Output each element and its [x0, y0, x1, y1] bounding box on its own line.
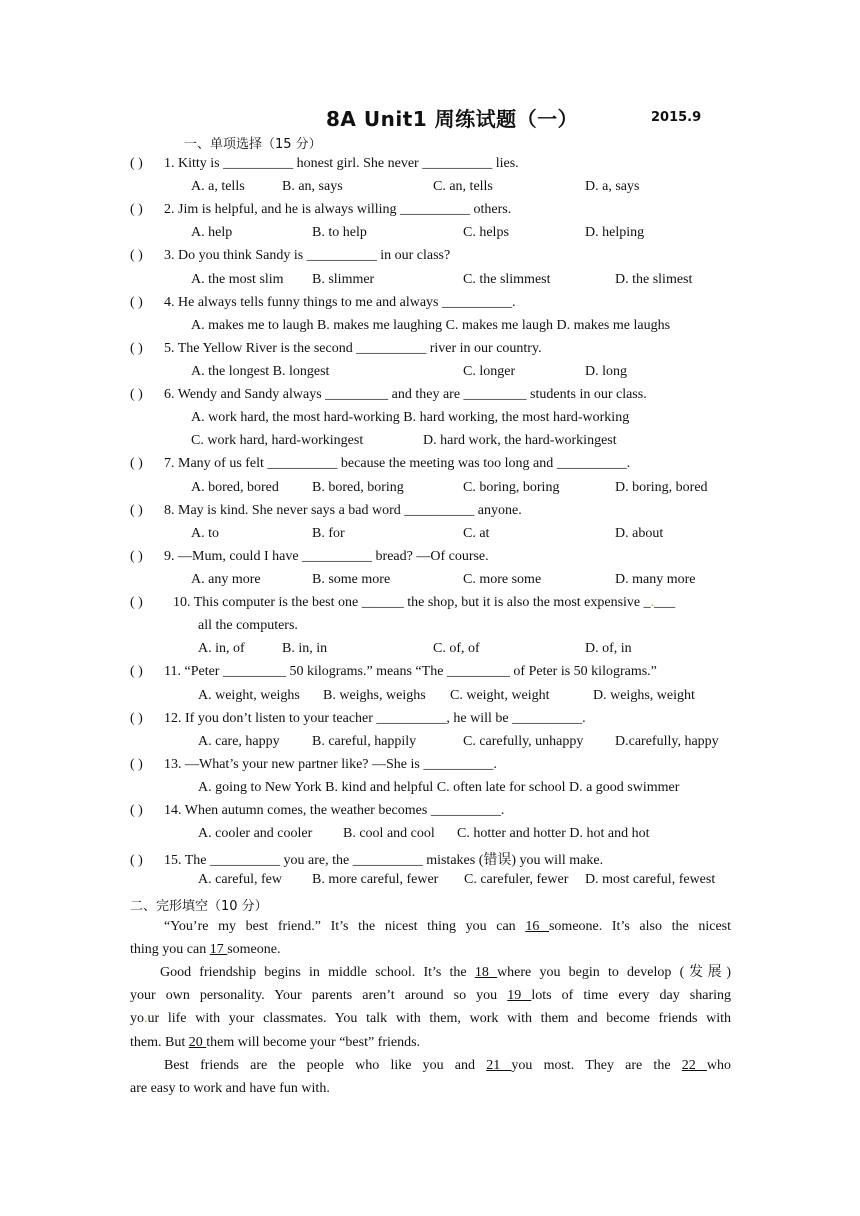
option-d: D. weighs, weight — [593, 688, 695, 703]
text-line — [130, 1007, 731, 1030]
question-1 — [130, 156, 519, 172]
option-c: C. helps — [463, 225, 509, 240]
question-stem: 2. Jim is helpful, and he is always willing __________ others. — [164, 202, 512, 217]
text: thing you can — [130, 942, 210, 958]
question-stem: 1. Kitty is __________ honest girl. She never __________ lies. — [164, 156, 519, 171]
answer-bracket: ( ) — [130, 664, 143, 679]
question-3 — [130, 248, 450, 264]
option-d: D. helping — [585, 225, 645, 240]
question-stem: 6. Wendy and Sandy always _________ and they are _________ students in our class. — [164, 387, 647, 402]
question-stem: 11. “Peter _________ 50 kilograms.” means “The _________ of Peter is 50 kilograms.” — [164, 664, 657, 679]
question-15 — [130, 849, 603, 869]
option-c: C. the slimmest — [463, 272, 551, 287]
question-2 — [130, 202, 511, 218]
option-d: D. about — [615, 526, 664, 541]
option-b: B. in, in — [282, 641, 328, 656]
option-a: A. a, tells — [191, 179, 245, 194]
blank-20: 20 — [188, 1034, 207, 1050]
text: “You’re my best friend.” It’s the nicest thing you can — [164, 919, 526, 934]
option-c-d: C. hotter and hotter D. hot and hot — [457, 826, 650, 841]
option-c: C. carefully, unhappy — [463, 734, 584, 749]
text: ur life with your classmates. You talk with them, work with them and become friends with — [147, 1011, 731, 1027]
option-c: C. longer — [463, 364, 516, 379]
question-4 — [130, 295, 516, 311]
date-label: 2015.9 — [651, 110, 702, 125]
option-d: D. hard work, the hard-workingest — [423, 433, 617, 448]
answer-bracket: ( ) — [130, 711, 143, 726]
answer-bracket: ( ) — [130, 387, 143, 402]
text-line: are easy to work and have fun with. — [130, 1081, 330, 1097]
question-8 — [130, 503, 522, 519]
question-stem: 9. —Mum, could I have __________ bread? —Of course. — [164, 549, 489, 564]
text: you most. They are the — [511, 1058, 682, 1073]
question-stem-end: ___ — [654, 595, 676, 610]
option-d: D. a, says — [585, 179, 640, 194]
question-stem: 8. May is kind. She never says a bad word __________ anyone. — [164, 503, 522, 518]
question-12 — [130, 711, 586, 727]
question-stem: 4. He always tells funny things to me and always __________. — [164, 295, 516, 310]
question-stem: 14. When autumn comes, the weather becomes __________. — [164, 803, 505, 818]
answer-bracket: ( ) — [130, 456, 143, 471]
question-stem: 5. The Yellow River is the second __________ river in our country. — [164, 341, 542, 356]
option-c: C. an, tells — [433, 179, 493, 194]
answer-bracket: ( ) — [130, 202, 143, 217]
blank-18: 18 — [474, 965, 498, 980]
text: lots of time every day sharing — [531, 988, 731, 1004]
option-a: A. cooler and cooler — [198, 826, 313, 841]
text: Best friends are the people who like you and — [164, 1058, 487, 1073]
option-b: B. to help — [312, 225, 367, 240]
question-stem: 12. If you don’t listen to your teacher __________, he will be __________. — [164, 711, 586, 726]
question-stem: 10. This computer is the best one ______ the shop, but it is also the most expensive _ — [173, 595, 651, 610]
text: where you begin to develop (发展) — [497, 965, 732, 980]
answer-bracket: ( ) — [130, 803, 143, 818]
answer-bracket: ( ) — [130, 503, 143, 518]
option-a: A. care, happy — [198, 734, 280, 749]
option-a: A. weight, weighs — [198, 688, 300, 703]
text: yo — [130, 1011, 144, 1027]
option-a: A. to — [191, 526, 219, 541]
question-6 — [130, 387, 647, 403]
text-line — [130, 915, 731, 938]
options-line: A. makes me to laugh B. makes me laughing C. makes me laugh D. makes me laughs — [191, 318, 671, 333]
option-a: A. careful, few — [198, 872, 282, 887]
option-b: B. careful, happily — [312, 734, 417, 749]
blank-22: 22 — [681, 1058, 707, 1073]
question-5 — [130, 341, 542, 357]
option-c: C. carefuler, fewer — [464, 872, 569, 887]
blank-19: 19 — [507, 988, 532, 1004]
page-title: 8A Unit1 周练试题（一） — [326, 107, 579, 131]
answer-bracket: ( ) — [130, 549, 143, 564]
option-a: A. bored, bored — [191, 480, 279, 495]
option-c: C. weight, weight — [450, 688, 550, 703]
option-b: B. cool and cool — [343, 826, 435, 841]
text: them. But — [130, 1034, 189, 1050]
option-a: A. any more — [191, 572, 261, 587]
options-line: A. going to New York B. kind and helpful C. often late for school D. a good swimmer — [198, 780, 680, 795]
text: Good friendship begins in middle school. It’s the — [160, 965, 475, 980]
question-stem: 7. Many of us felt __________ because the meeting was too long and __________. — [164, 456, 631, 471]
answer-bracket: ( ) — [130, 757, 143, 772]
text-line — [130, 1054, 731, 1077]
text: who — [706, 1058, 732, 1073]
section-heading-cloze: 二、完形填空（10 分） — [130, 899, 268, 914]
option-d: D. long — [585, 364, 627, 379]
answer-bracket: ( ) — [130, 341, 143, 356]
option-a: A. help — [191, 225, 233, 240]
stray-dot: . — [650, 595, 655, 610]
blank-17: 17 — [209, 942, 228, 958]
blank-21: 21 — [486, 1058, 512, 1073]
text: your own personality. Your parents aren’t around so you — [130, 988, 508, 1004]
text-line — [130, 961, 731, 984]
option-a: A. in, of — [198, 641, 245, 656]
question-stem: 15. The __________ you are, the __________ mistakes (错误) you will make. — [164, 853, 604, 868]
option-c: C. boring, boring — [463, 480, 560, 495]
question-stem-line-2: all the computers. — [198, 618, 298, 633]
cloze-paragraph-1 — [130, 915, 731, 961]
option-b: B. bored, boring — [312, 480, 404, 495]
option-c: C. of, of — [433, 641, 480, 656]
option-b: B. some more — [312, 572, 391, 587]
option-d: D.carefully, happy — [615, 734, 719, 749]
option-d: D. many more — [615, 572, 696, 587]
text: them will become your “best” friends. — [206, 1034, 421, 1050]
cloze-paragraph-2 — [130, 961, 731, 1054]
option-b: B. weighs, weighs — [323, 688, 426, 703]
stray-dot: . — [144, 1011, 148, 1027]
answer-bracket: ( ) — [130, 295, 143, 310]
option-c: C. more some — [463, 572, 542, 587]
options-line-1: A. work hard, the most hard-working B. hard working, the most hard-working — [191, 410, 630, 425]
option-d: D. the slimest — [615, 272, 693, 287]
blank-16: 16 — [525, 919, 549, 934]
question-11 — [130, 664, 657, 680]
cloze-paragraph-3 — [130, 1054, 731, 1100]
option-d: D. most careful, fewest — [585, 872, 716, 887]
option-c: C. work hard, hard-workingest — [191, 433, 364, 448]
option-d: D. of, in — [585, 641, 632, 656]
answer-bracket: ( ) — [130, 853, 143, 868]
question-10 — [130, 595, 675, 611]
answer-bracket: ( ) — [130, 156, 143, 171]
section-heading-single-choice: 一、单项选择（15 分） — [184, 137, 322, 152]
option-a: A. the most slim — [191, 272, 284, 287]
option-b: B. for — [312, 526, 345, 541]
answer-bracket: ( ) — [130, 248, 143, 263]
option-b: B. more careful, fewer — [312, 872, 439, 887]
option-c: C. at — [463, 526, 490, 541]
question-stem: 3. Do you think Sandy is __________ in our class? — [164, 248, 451, 263]
option-d: D. boring, bored — [615, 480, 708, 495]
text-line — [130, 1031, 731, 1054]
text: someone. It’s also the nicest — [548, 919, 732, 934]
question-7 — [130, 456, 630, 472]
question-stem: 13. —What’s your new partner like? —She is __________. — [164, 757, 497, 772]
question-9 — [130, 549, 489, 565]
option-b: B. an, says — [282, 179, 343, 194]
text-line — [130, 984, 731, 1007]
answer-bracket: ( ) — [130, 595, 143, 610]
question-14 — [130, 803, 504, 819]
text-line — [130, 938, 731, 961]
option-b: B. slimmer — [312, 272, 375, 287]
text: someone. — [227, 942, 281, 958]
question-13 — [130, 757, 497, 773]
option-a-b: A. the longest B. longest — [191, 364, 330, 379]
